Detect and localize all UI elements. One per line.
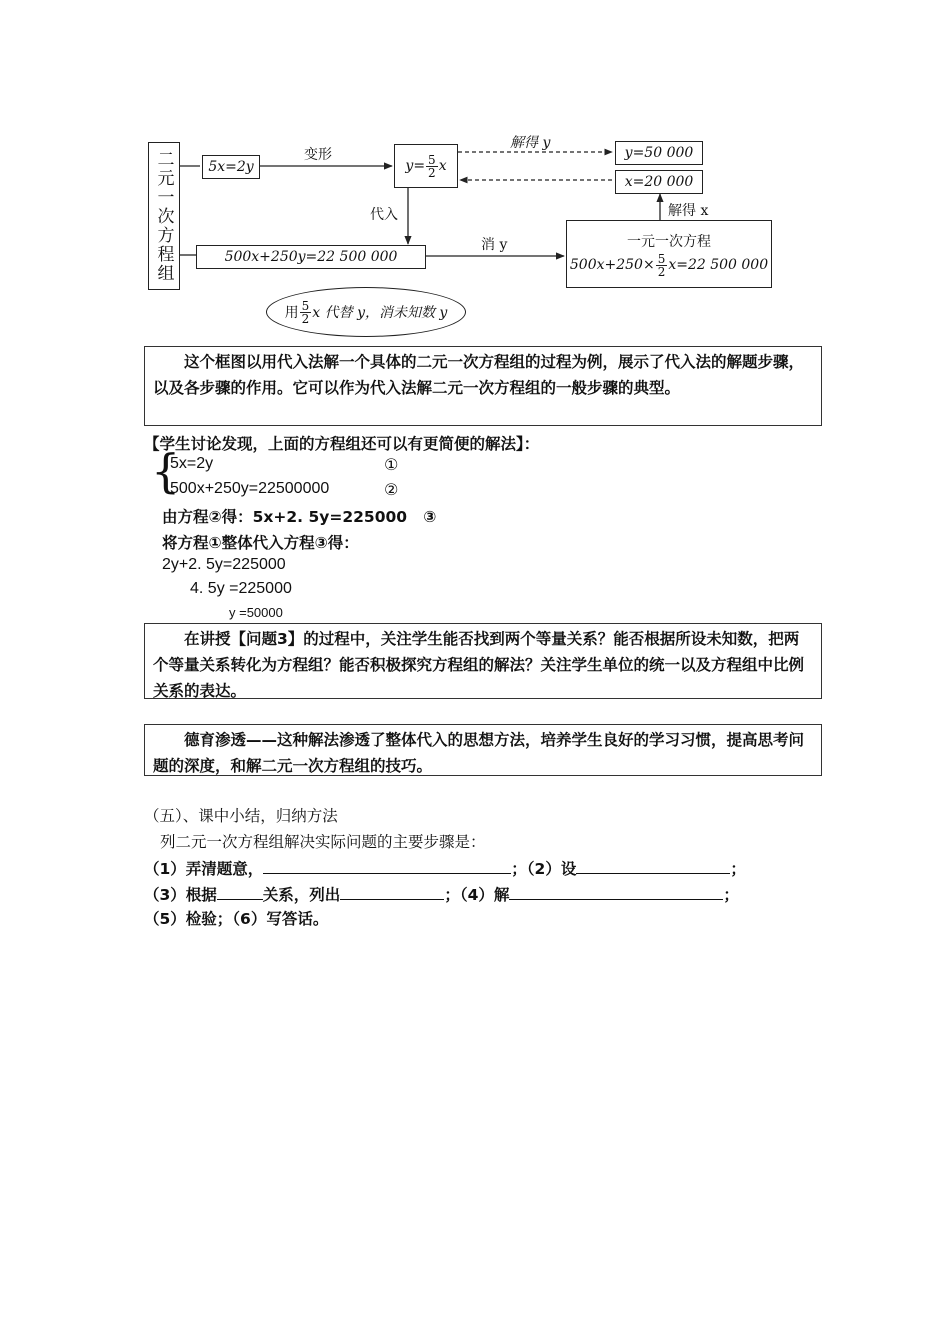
- fraction-numerator: 5: [657, 251, 666, 266]
- moral-education-box: [144, 724, 822, 776]
- system-brace: {: [151, 444, 181, 498]
- calc-line-2: 4. 5y =225000: [190, 580, 292, 597]
- discussion-heading: 【学生讨论发现，上面的方程组还可以有更简便的解法】：: [144, 435, 540, 453]
- summary-intro: 列二元一次方程组解决实际问题的主要步骤是：: [160, 833, 486, 851]
- step-2-label: ；（2）设: [511, 860, 577, 878]
- fraction-denominator: 2: [301, 311, 310, 326]
- system-eq2-mark: ②: [384, 482, 399, 499]
- equation-one: 5x=2y: [208, 159, 254, 175]
- eliminate-label: 消 y: [481, 237, 508, 253]
- step-1-label: （1）弄清题意，: [144, 860, 264, 878]
- teaching-note: 在讲授【问题3】的过程中，关注学生能否找到两个等量关系？能否根据所设未知数，把两个等量关系转化为方程组？能否积极探究方程组的解法？关注学生单位的统一以及方程组中比例关系的表达。: [153, 630, 805, 700]
- step-1-blank[interactable]: [263, 855, 511, 874]
- step-one: [162, 505, 436, 527]
- equation-one-box: [202, 155, 260, 179]
- result-x: x=20 000: [624, 174, 694, 190]
- y-expression-suffix: x: [438, 158, 447, 174]
- fraction: [656, 253, 668, 278]
- flowchart-explanation-box: [144, 346, 822, 426]
- step-3-relation-blank[interactable]: [217, 881, 263, 900]
- step-2-blank[interactable]: [576, 855, 730, 874]
- system-eq2: 500x+250y=22500000: [170, 480, 330, 497]
- system-label: 二元一次方程组: [148, 142, 180, 290]
- single-equation-box: [566, 220, 772, 288]
- step-3-label: （3）根据: [144, 886, 217, 904]
- bubble-prefix: 用: [284, 305, 299, 321]
- summary-step-1-2: [144, 855, 746, 879]
- result-y: y=50 000: [624, 145, 694, 161]
- system-eq1: 5x=2y: [170, 455, 214, 472]
- fraction-denominator: 2: [428, 165, 436, 180]
- result-x-box: [615, 170, 703, 194]
- summary-step-3-4: [144, 881, 739, 905]
- step-two: 将方程①整体代入方程③得：: [162, 534, 359, 552]
- step-4-blank[interactable]: [509, 881, 723, 900]
- fraction-denominator: 2: [657, 264, 666, 279]
- teaching-note-box: [144, 623, 822, 699]
- fraction: [300, 300, 312, 325]
- substitution-flowchart: [148, 132, 788, 337]
- summary-heading: （五）、课中小结，归纳方法: [144, 807, 338, 825]
- moral-education-note: 德育渗透——这种解法渗透了整体代入的思想方法，培养学生良好的学习习惯，提高思考问题的深度，和解二元一次方程组的技巧。: [153, 731, 805, 775]
- step-4-end: ；: [723, 886, 739, 904]
- bubble-suffix: x 代替 y，消未知数 y: [312, 305, 448, 321]
- calc-line-3: y =50000: [229, 605, 283, 620]
- single-equation-prefix: 500x+250×: [569, 257, 655, 273]
- equation-two: 500x+250y=22 500 000: [224, 249, 398, 265]
- fraction-numerator: 5: [428, 152, 436, 167]
- system-eq1-mark: ①: [384, 457, 399, 474]
- y-expression-box: [394, 144, 458, 188]
- y-expression-prefix: y=: [405, 158, 426, 174]
- step-one-equation: 5x+2. 5y=225000: [252, 508, 408, 526]
- step-3-list-blank[interactable]: [340, 881, 444, 900]
- single-equation-suffix: x=22 500 000: [668, 257, 769, 273]
- fraction-numerator: 5: [301, 298, 310, 313]
- step-one-mark: ③: [423, 508, 437, 526]
- substitute-label: 代入: [370, 207, 398, 223]
- summary-step-5-6: （5）检验；（6）写答话。: [144, 910, 329, 928]
- single-equation: [570, 253, 768, 278]
- fraction: [426, 154, 438, 179]
- result-y-box: [615, 141, 703, 165]
- flowchart-explanation: 这个框图以用代入法解一个具体的二元一次方程组的过程为例，展示了代入法的解题步骤，以及各步骤的作用。它可以作为代入法解二元一次方程组的一般步骤的典型。: [153, 353, 805, 397]
- solve-y-label: 解得 y: [510, 135, 551, 151]
- step-3-middle: 关系，列出: [262, 886, 341, 904]
- calc-line-1: 2y+2. 5y=225000: [162, 556, 286, 573]
- step-2-end: ；: [730, 860, 746, 878]
- equation-two-box: [196, 245, 426, 269]
- single-equation-title: 一元一次方程: [627, 233, 711, 250]
- solve-x-label: 解得 x: [668, 203, 709, 219]
- hint-bubble: [266, 287, 466, 337]
- transform-label: 变形: [304, 147, 332, 163]
- step-one-prefix: 由方程②得：: [162, 508, 253, 526]
- step-4-label: ；（4）解: [444, 886, 510, 904]
